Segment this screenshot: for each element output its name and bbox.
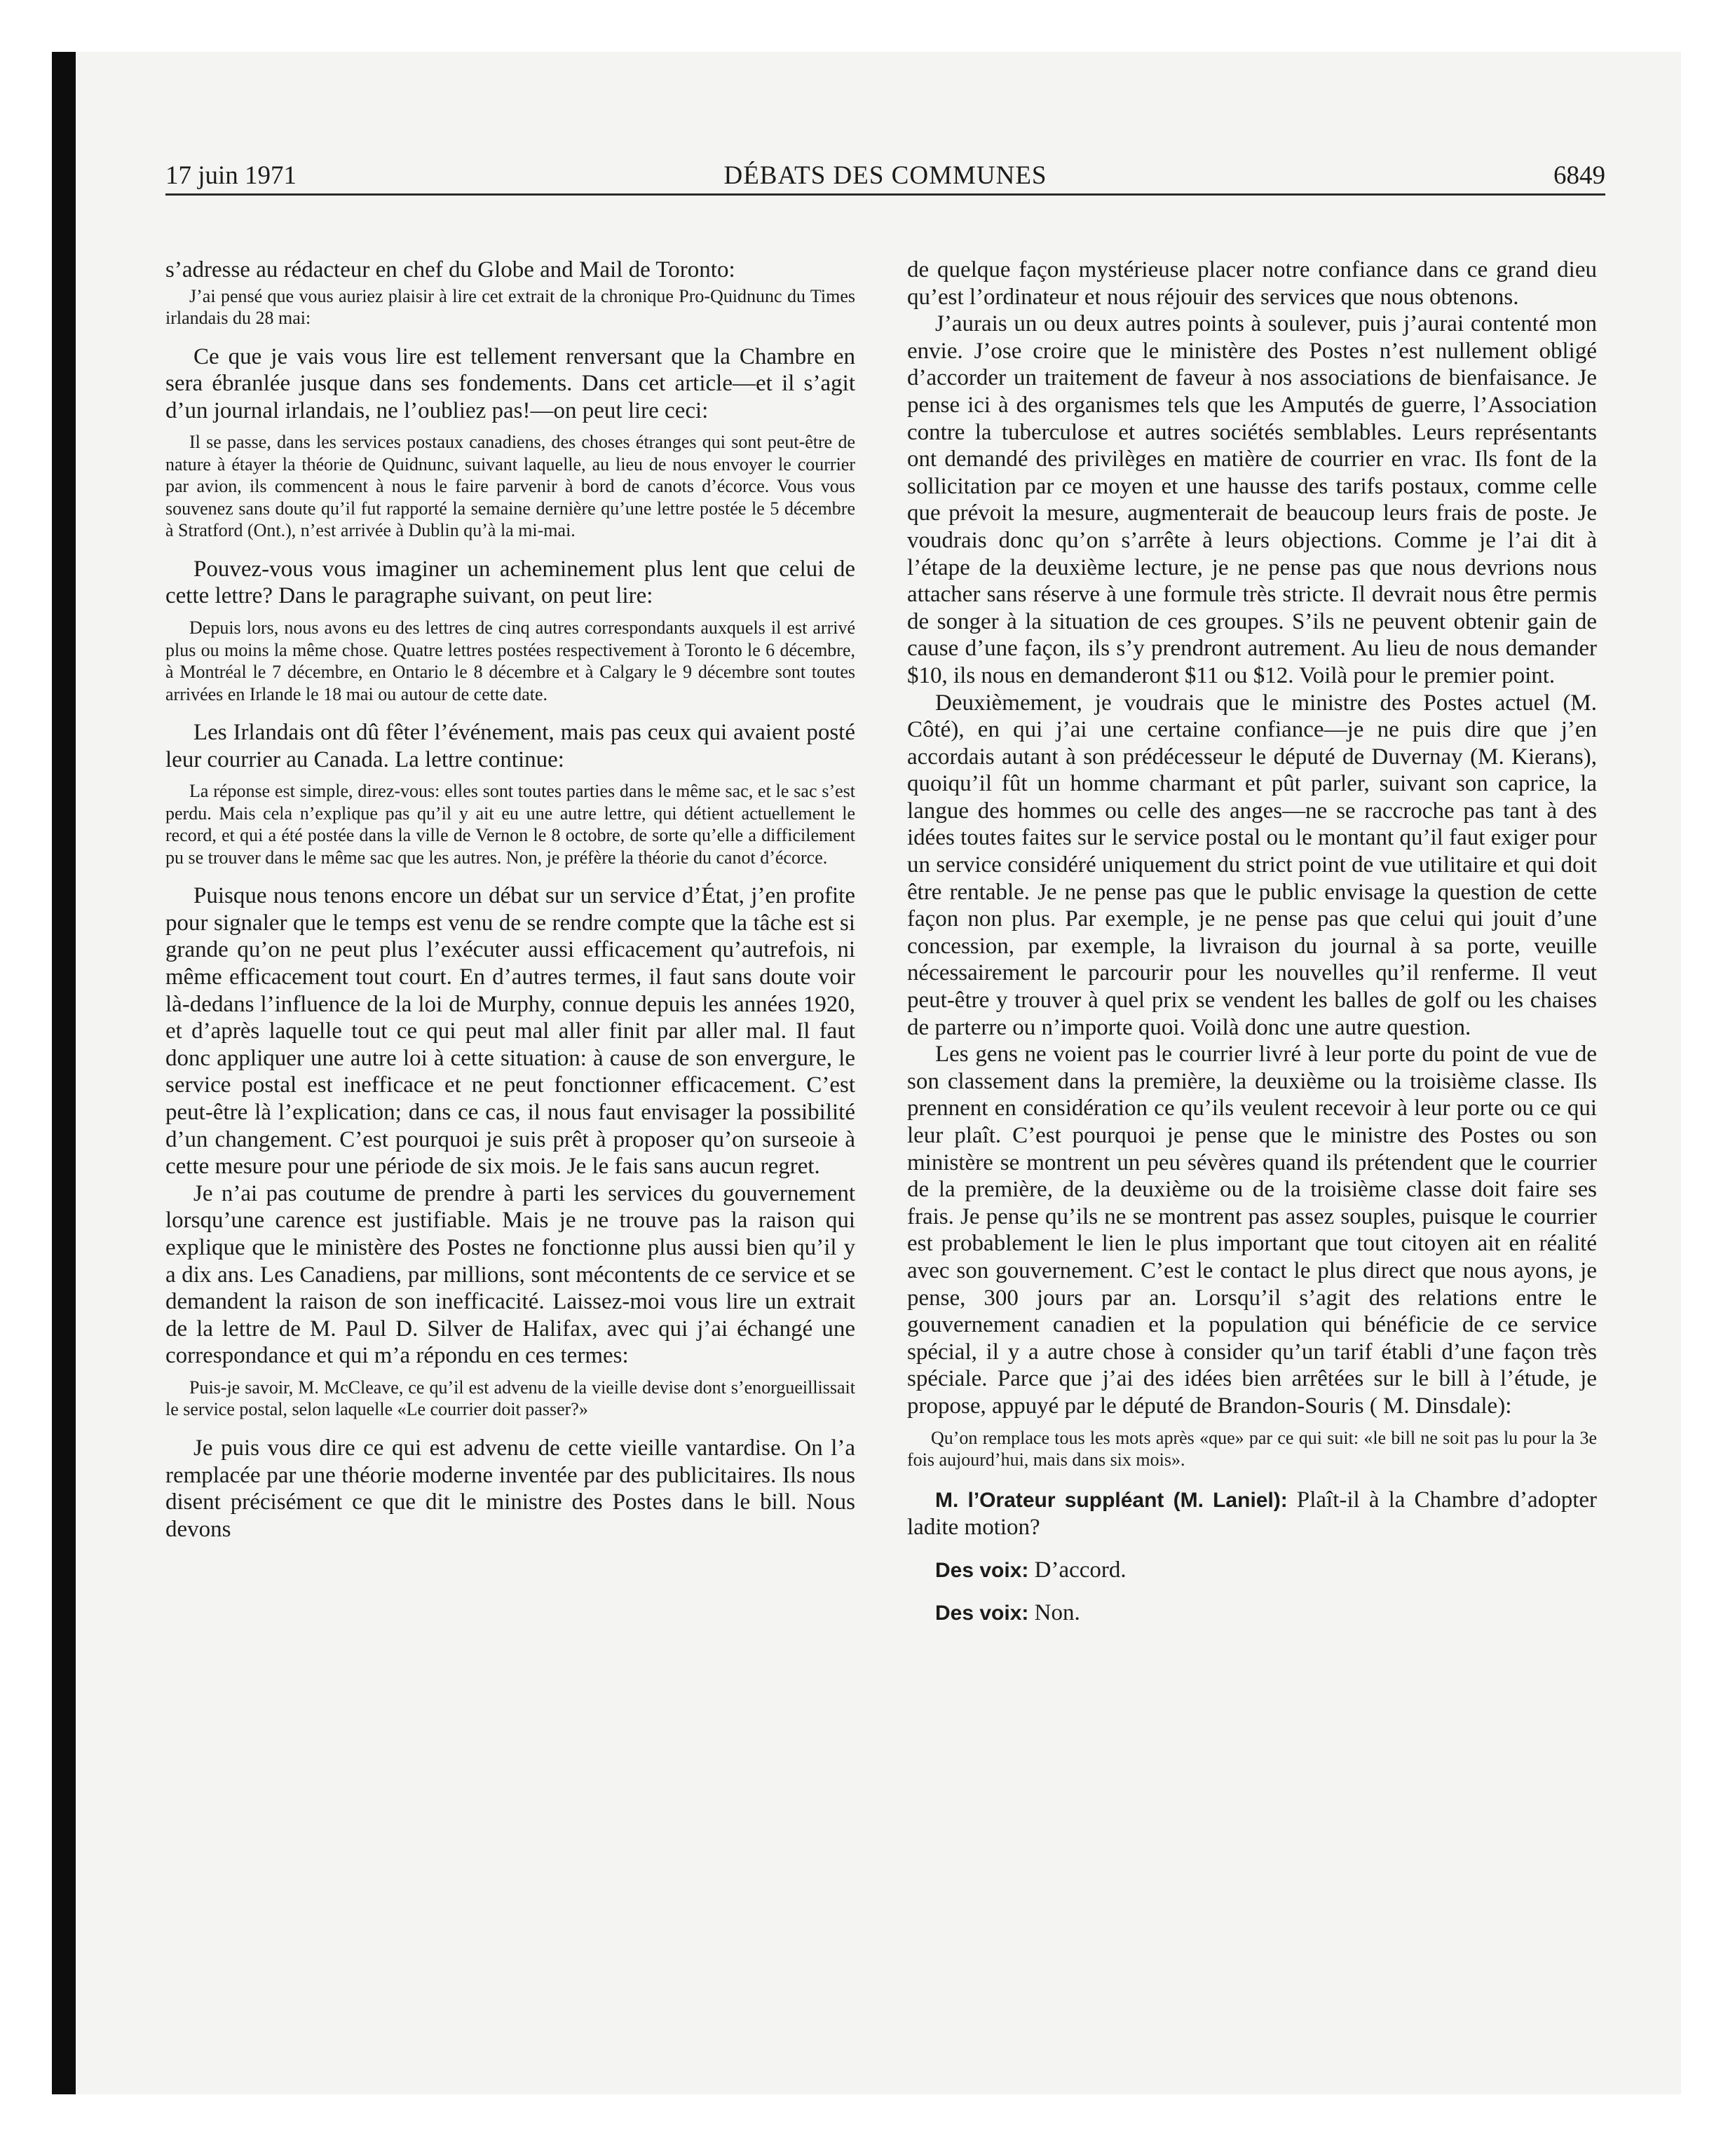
- page-number: 6849: [1553, 161, 1605, 190]
- speech-text: Non.: [1034, 1600, 1080, 1626]
- paragraph: Les gens ne voient pas le courrier livré à leur porte du point de vue de son classement dans la première, la deuxième ou la troisième classe. Ils prennent en considération ce qu’ils veulent recevoir à leur porte ou ce qui leur plaît. C’est pourquoi je pense que le ministre des Postes ou son ministère se montrent un peu sévères quand ils prétendent que le courrier de la première, de la deuxième ou de la troisième classe doit faire ses frais. Je pense qu’ils ne se montrent pas assez souples, puisque le courrier est probablement le lien le plus important que tout citoyen ait en réalité avec son gouvernement. C’est le contact le plus direct que nous ayons, je pense, 300 jours par an. Lorsqu’il s’agit des relations entre le gouvernement canadien et la population qui bénéficie de ce service spécial, il y a autre chose à consider qu’un tarif établi d’une façon très spéciale. Parce que j’ai des idées bien arrêtées sur le bill à l’étude, je propose, appuyé par le député de Brandon-Souris ( M. Dinsdale):: [907, 1042, 1597, 1419]
- speaker-name: Des voix:: [935, 1602, 1029, 1625]
- quotation: J’ai pensé que vous auriez plaisir à lire cet extrait de la chronique Pro-Quidnunc du Times irlandais du 28 mai:: [165, 285, 855, 329]
- speaker-turn: [907, 1599, 1597, 1628]
- paragraph: s’adresse au rédacteur en chef du Globe and Mail de Toronto:: [165, 257, 735, 282]
- paragraph: Puisque nous tenons encore un débat sur un service d’État, j’en profite pour signaler que le temps est venu de se rendre compte que la tâche est si grande qu’on ne peut plus l’exécuter aussi efficacement qu’autrefois, ni même efficacement tout court. En d’autres termes, il faut sans doute voir là-dedans l’influence de la loi de Murphy, connue depuis les années 1920, et d’après laquelle tout ce qui peut mal aller finit par aller mal. Il faut donc appliquer une autre loi à cette situation: à cause de son envergure, le service postal est inefficace et ne peut fonctionner efficacement. C’est peut-être là l’explication; dans ce cas, il nous faut envisager la possibilité d’un changement. C’est pourquoi je suis prêt à proposer qu’on surseoie à cette mesure pour une période de six mois. Je le fais sans aucun regret.: [165, 883, 855, 1180]
- left-column: [165, 257, 855, 1543]
- speech-text: D’accord.: [1034, 1557, 1127, 1583]
- motion-quotation: Qu’on remplace tous les mots après «que» par ce qui suit: «le bill ne soit pas lu pour la 3e fois aujourd’hui, mais dans six mois».: [907, 1427, 1597, 1471]
- paragraph: Deuxièmement, je voudrais que le ministre des Postes actuel (M. Côté), en qui j’ai une certaine confiance—je ne puis dire que j’en accordais autant à son prédécesseur le député de Duvernay (M. Kierans), quoiqu’il fût un homme charmant et pût parler, suivant son caprice, la langue des hommes ou celle des anges—ne se raccroche pas tant à des idées toutes faites sur le service postal ou le montant qu’il faut exiger pour un service considéré uniquement du strict point de vue utilitaire et qui doit être rentable. Je ne pense pas que le public envisage la question de cette façon non plus. Par exemple, je ne pense pas que celui qui jouit d’une concession, par exemple, la livraison du journal à sa porte, veuille nécessairement le parcourir pour les nouvelles qu’il renferme. Il veut peut-être y trouver à quel prix se vendent les balles de golf ou les chaises de parterre ou n’importe quoi. Voilà donc une autre question.: [907, 690, 1597, 1040]
- paragraph: Pouvez-vous vous imaginer un acheminement plus lent que celui de cette lettre? Dans le paragraphe suivant, on peut lire:: [165, 556, 855, 609]
- paragraph: J’aurais un ou deux autres points à soulever, puis j’aurai contenté mon envie. J’ose croire que le ministère des Postes n’est nullement obligé d’accorder un traitement de faveur à nos associations de bienfaisance. Je pense ici à des organismes tels que les Amputés de guerre, l’Association contre la tuberculose et autres sociétés semblables. Leurs représentants ont demandé des privilèges en matière de courrier en vrac. Ils font de la sollicitation par ce moyen et une hausse des tarifs postaux, comme celle que prévoit la mesure, augmenterait de beaucoup leurs frais de poste. Je voudrais donc qu’on s’arrête à leurs objections. Comme je l’ai dit à l’étape de la deuxième lecture, je ne pense pas que nous devrions nous attacher sans réserve à une formule très stricte. Il devrait nous être permis de songer à la situation de ces groupes. S’ils ne peuvent obtenir gain de cause d’une façon, ils s’y prendront autrement. Au lieu de nous demander $10, ils nous en demanderont $11 ou $12. Voilà pour le premier point.: [907, 311, 1597, 688]
- quotation: Il se passe, dans les services postaux canadiens, des choses étranges qui sont peut-être de nature à étayer la théorie de Quidnunc, suivant laquelle, au lieu de nous envoyer le courrier par avion, ils commencent à nous le faire parvenir à bord de canots d’écorce. Vous vous souvenez sans doute qu’il fut rapporté la semaine dernière qu’une lettre postée le 5 décembre à Stratford (Ont.), n’est arrivée à Dublin qu’à la mi-mai.: [165, 432, 855, 541]
- paragraph: Je puis vous dire ce qui est advenu de cette vieille vantardise. On l’a remplacée par une théorie moderne inventée par des publicitaires. Ils nous disent précisément ce que dit le ministre des Postes dans le bill. Nous devons: [165, 1435, 855, 1542]
- speaker-name: M. l’Orateur suppléant (M. Laniel):: [935, 1488, 1288, 1512]
- paragraph: Je n’ai pas coutume de prendre à parti les services du gouvernement lorsqu’une carence est justifiable. Mais je ne trouve pas la raison qui explique que le ministère des Postes ne fonctionne plus aussi bien qu’il y a dix ans. Les Canadiens, par millions, sont mécontents de ce service et se demandent la raison de son inefficacité. Laissez-moi vous lire un extrait de la lettre de M. Paul D. Silver de Halifax, avec qui j’ai échangé une correspondance et qui m’a répondu en ces termes:: [165, 1180, 855, 1369]
- speaker-turn: [907, 1487, 1597, 1541]
- right-column: [907, 257, 1597, 1628]
- paragraph: Les Irlandais ont dû fêter l’événement, mais pas ceux qui avaient posté leur courrier au Canada. La lettre continue:: [165, 720, 855, 772]
- paragraph: Ce que je vais vous lire est tellement renversant que la Chambre en sera ébranlée jusque dans ses fondements. Dans cet article—et il s’agit d’un journal irlandais, ne l’oubliez pas!—on peut lire ceci:: [165, 343, 855, 423]
- speech-text: Plaît-il à la Chambre d’adopter ladite motion?: [907, 1487, 1597, 1541]
- speaker-turn: [907, 1557, 1597, 1585]
- page-header: [165, 158, 1605, 196]
- speaker-name: Des voix:: [935, 1558, 1029, 1582]
- binding-edge: [52, 52, 76, 2094]
- header-title: DÉBATS DES COMMUNES: [723, 161, 1047, 190]
- header-date: 17 juin 1971: [165, 161, 297, 190]
- quotation: Depuis lors, nous avons eu des lettres de cinq autres correspondants auxquels il est arrivé plus ou moins la même chose. Quatre lettres postées respectivement à Toronto le 6 décembre, à Montréal le 7 décembre, en Ontario le 8 décembre et à Calgary le 9 décembre sont toutes arrivées en Irlande le 18 mai ou autour de cette date.: [165, 618, 855, 704]
- quotation: Puis-je savoir, M. McCleave, ce qu’il est advenu de la vieille devise dont s’enorgueillissait le service postal, selon laquelle «Le courrier doit passer?»: [165, 1377, 855, 1420]
- paragraph: de quelque façon mystérieuse placer notre confiance dans ce grand dieu qu’est l’ordinateur et nous réjouir des services que nous obtenons.: [907, 257, 1597, 310]
- quotation: La réponse est simple, direz-vous: elles sont toutes parties dans le même sac, et le sac s’est perdu. Mais cela n’explique pas qu’il y ait eu une autre lettre, qui détient actuellement le record, et qui a été postée dans la ville de Vernon le 8 octobre, de sorte qu’elle a difficilement pu se trouver dans le même sac que les autres. Non, je préfère la théorie du canot d’écorce.: [165, 781, 855, 868]
